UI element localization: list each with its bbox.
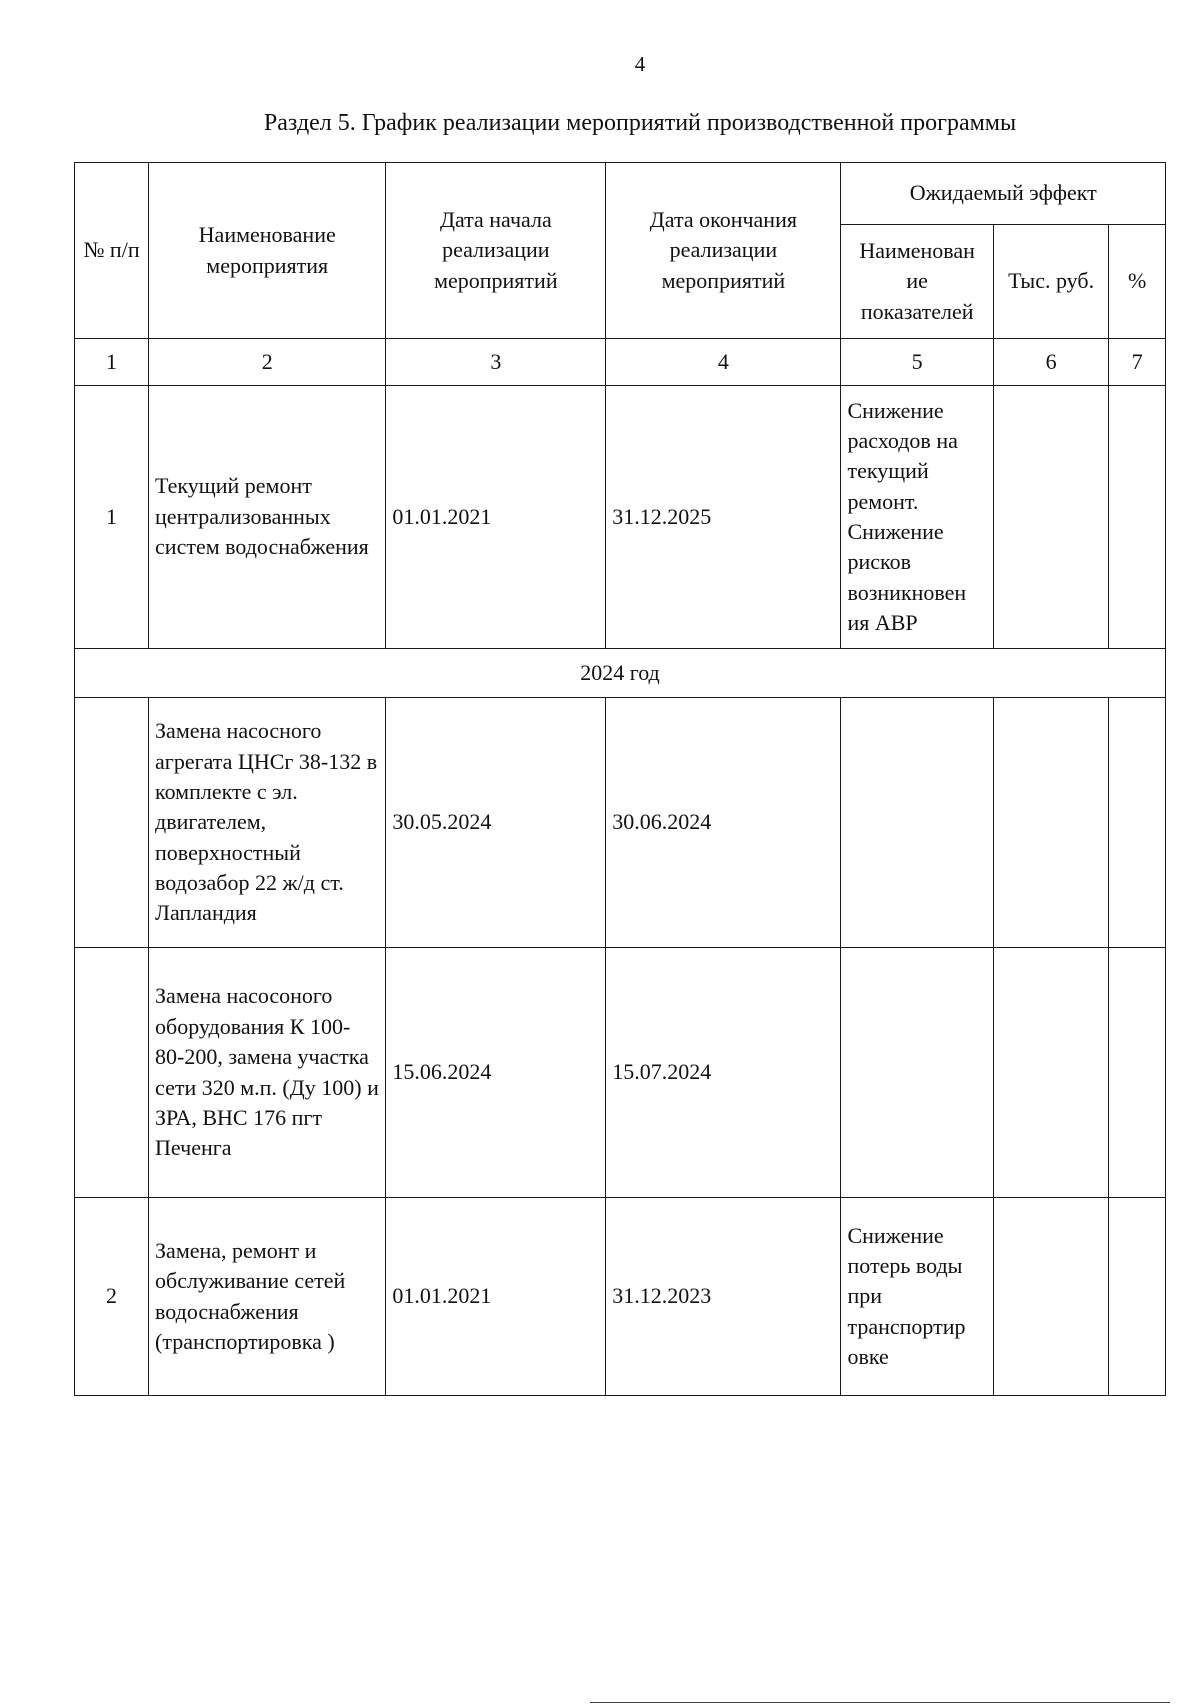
column-number: 4 <box>606 339 841 386</box>
header-indicators: Наименован ие показателей <box>841 225 993 339</box>
row-start-date: 30.05.2024 <box>386 698 606 948</box>
header-effect: Ожидаемый эффект <box>841 163 1166 225</box>
row-name: Замена, ремонт и обслуживание сетей водоснабжения (транспортировка ) <box>149 1198 386 1396</box>
row-start-date: 01.01.2021 <box>386 386 606 649</box>
row-indicators: Снижение расходов на текущий ремонт. Снижение рисков возникновен ия АВР <box>841 386 993 649</box>
row-indicators: Снижение потерь воды при транспортир овке <box>841 1198 993 1396</box>
row-start-date: 01.01.2021 <box>386 1198 606 1396</box>
row-num: 2 <box>75 1198 149 1396</box>
row-num: 1 <box>75 386 149 649</box>
table-row <box>75 386 1166 649</box>
row-thousand-rub <box>993 386 1108 649</box>
row-percent <box>1109 698 1166 948</box>
row-start-date: 15.06.2024 <box>386 948 606 1198</box>
row-indicators <box>841 698 993 948</box>
header-row-top <box>75 163 1166 225</box>
row-percent <box>1109 1198 1166 1396</box>
column-number: 7 <box>1109 339 1166 386</box>
row-end-date: 15.07.2024 <box>606 948 841 1198</box>
column-number: 5 <box>841 339 993 386</box>
section-title: Раздел 5. График реализации мероприятий производственной программы <box>263 110 1017 136</box>
schedule-table <box>74 162 1166 1396</box>
row-thousand-rub <box>993 948 1108 1198</box>
header-name: Наименование мероприятия <box>149 163 386 339</box>
page-number: 4 <box>634 52 646 76</box>
row-indicators <box>841 948 993 1198</box>
column-number: 1 <box>75 339 149 386</box>
row-end-date: 31.12.2023 <box>606 1198 841 1396</box>
header-percent: % <box>1109 225 1166 339</box>
column-number-row <box>75 339 1166 386</box>
table-row <box>75 948 1166 1198</box>
header-num: № п/п <box>75 163 149 339</box>
column-number: 2 <box>149 339 386 386</box>
row-percent <box>1109 948 1166 1198</box>
row-name: Замена насосного агрегата ЦНСг 38-132 в комплекте с эл. двигателем, поверхностный водозабор 22 ж/д ст. Лапландия <box>149 698 386 948</box>
row-end-date: 30.06.2024 <box>606 698 841 948</box>
table-row <box>75 698 1166 948</box>
column-number: 3 <box>386 339 606 386</box>
row-thousand-rub <box>993 1198 1108 1396</box>
footer-rule <box>590 1702 1170 1703</box>
row-end-date: 31.12.2025 <box>606 386 841 649</box>
header-start: Дата начала реализации мероприятий <box>386 163 606 339</box>
row-num <box>75 698 149 948</box>
year-row <box>75 649 1166 698</box>
year-label: 2024 год <box>75 649 1166 698</box>
row-name: Замена насосоного оборудования К 100-80-200, замена участка сети 320 м.п. (Ду 100) и ЗРА, ВНС 176 пгт Печенга <box>149 948 386 1198</box>
header-end: Дата окончания реализации мероприятий <box>606 163 841 339</box>
row-name: Текущий ремонт централизованных систем водоснабжения <box>149 386 386 649</box>
row-thousand-rub <box>993 698 1108 948</box>
header-thousand-rub: Тыс. руб. <box>993 225 1108 339</box>
row-num <box>75 948 149 1198</box>
table-row <box>75 1198 1166 1396</box>
row-percent <box>1109 386 1166 649</box>
column-number: 6 <box>993 339 1108 386</box>
